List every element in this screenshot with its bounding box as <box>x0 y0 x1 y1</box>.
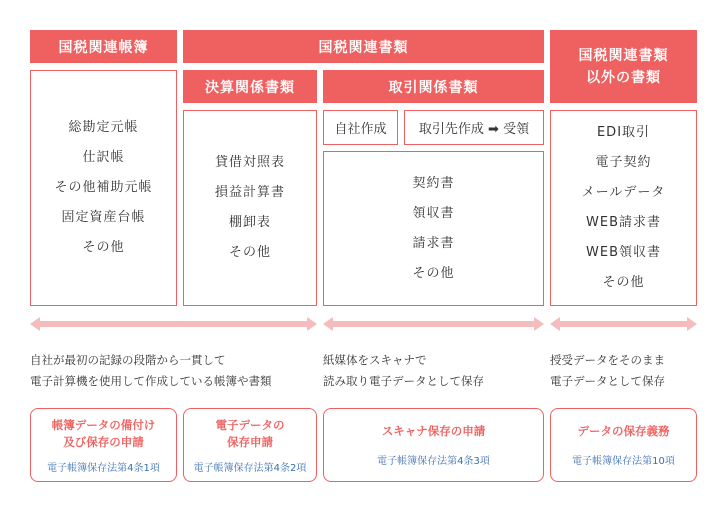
description-line: 電子計算機を使用して作成している帳簿や書類 <box>30 374 272 388</box>
list-item: 棚卸表 <box>228 215 271 230</box>
list-item: メールデータ <box>581 185 666 200</box>
description-line: 紙媒体をスキャナで <box>323 353 427 367</box>
law-title: 電子データの <box>215 417 285 432</box>
law-title: データの保存義務 <box>577 424 670 438</box>
description-right <box>550 350 700 392</box>
list-item: 総勘定元帳 <box>68 120 139 135</box>
description-line: 授受データをそのまま <box>550 353 665 367</box>
list-item: その他 <box>82 240 125 255</box>
law-reference: 電子帳簿保存法第10項 <box>572 456 675 467</box>
description-line: 自社が最初の記録の段階から一貫して <box>30 353 226 367</box>
header-igai-line1: 国税関連書類 <box>578 47 669 64</box>
header-igai-line2: 以外の書類 <box>586 69 661 86</box>
double-arrow-middle <box>323 316 544 332</box>
list-item: WEB領収書 <box>586 245 661 260</box>
header-igai <box>550 30 697 103</box>
header-kessan: 決算関係書類 <box>183 70 317 103</box>
law-title: 及び保存の申請 <box>63 434 144 449</box>
list-item: 固定資産台帳 <box>61 210 146 225</box>
list-item: 仕訳帳 <box>82 150 125 165</box>
description-middle <box>323 350 544 392</box>
description-line: 電子データとして保存 <box>550 374 665 388</box>
description-line: 読み取り電子データとして保存 <box>323 374 484 388</box>
list-igai <box>550 110 697 306</box>
law-reference: 電子帳簿保存法第4条3項 <box>377 456 490 467</box>
list-item: 請求書 <box>412 235 455 251</box>
list-item: 貸借対照表 <box>214 155 285 170</box>
list-item: 損益計算書 <box>214 185 285 200</box>
header-kokuzei-choubo: 国税関連帳簿 <box>30 30 177 63</box>
law-box-3 <box>323 408 544 482</box>
list-item: WEB請求書 <box>586 215 661 230</box>
list-item: EDI取引 <box>596 125 651 140</box>
list-item: その他 <box>228 245 271 260</box>
law-reference: 電子帳簿保存法第4条2項 <box>193 462 307 474</box>
list-choubo <box>30 70 177 306</box>
list-item: 電子契約 <box>595 155 652 170</box>
list-item: 領収書 <box>412 205 455 221</box>
list-item: 契約書 <box>412 175 455 191</box>
header-kokuzei-shorui: 国税関連書類 <box>183 30 544 63</box>
law-title: スキャナ保存の申請 <box>381 424 486 438</box>
law-box-1 <box>30 408 177 482</box>
header-torihiki: 取引関係書類 <box>323 70 544 103</box>
list-torihiki <box>323 151 544 306</box>
list-item: その他 <box>602 275 645 290</box>
law-title: 保存申請 <box>227 434 273 449</box>
law-reference: 電子帳簿保存法第4条1項 <box>47 462 160 474</box>
law-box-2 <box>183 408 317 482</box>
subheader-torihikisaki: 取引先作成 ➡ 受領 <box>404 110 544 145</box>
law-title: 帳簿データの備付け <box>51 417 156 432</box>
list-kessan <box>183 110 317 306</box>
double-arrow-right <box>550 316 697 332</box>
double-arrow-left <box>30 316 317 332</box>
subheader-jisha: 自社作成 <box>323 110 398 145</box>
law-box-4 <box>550 408 697 482</box>
list-item: その他補助元帳 <box>54 180 153 195</box>
description-left <box>30 350 317 392</box>
list-item: その他 <box>412 265 455 281</box>
